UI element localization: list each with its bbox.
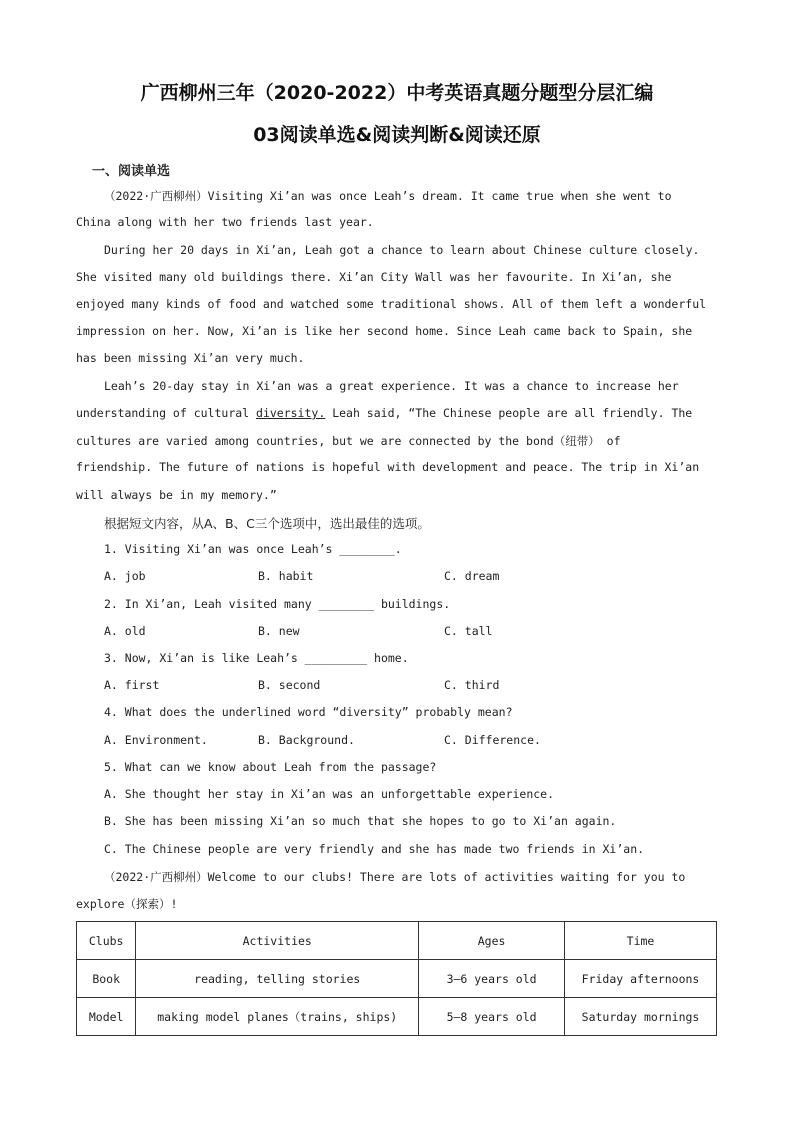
table-cell: 3—6 years old bbox=[419, 960, 565, 998]
passage1-line: （2022·广西柳州）Visiting Xi’an was once Leah’s dream. It came true when she went to bbox=[104, 189, 672, 203]
question-4: 4. What does the underlined word “diversity” probably mean? bbox=[104, 705, 513, 719]
option-c[interactable]: C. The Chinese people are very friendly and she has made two friends in Xi’an. bbox=[104, 842, 645, 856]
table-cell: 5—8 years old bbox=[419, 998, 565, 1036]
line-text: Leah said, “The Chinese people are all friendly. The bbox=[325, 406, 693, 420]
table-header: Ages bbox=[419, 922, 565, 960]
option-b[interactable]: B. new bbox=[258, 624, 300, 638]
passage1-line: impression on her. Now, Xi’an is like her second home. Since Leah came back to Spain, she bbox=[76, 324, 693, 338]
question-2: 2. In Xi’an, Leah visited many ________ buildings. bbox=[104, 597, 451, 611]
option-a[interactable]: A. old bbox=[104, 624, 146, 638]
passage1-line: friendship. The future of nations is hopeful with development and peace. The trip in Xi’an bbox=[76, 460, 700, 474]
passage1-line bbox=[76, 406, 692, 420]
table-header: Time bbox=[565, 922, 717, 960]
section-heading: 一、阅读单选 bbox=[92, 164, 171, 179]
table-row bbox=[77, 998, 717, 1036]
question-1: 1. Visiting Xi’an was once Leah’s ________. bbox=[104, 542, 402, 556]
question-5: 5. What can we know about Leah from the passage? bbox=[104, 760, 437, 774]
table-header-row bbox=[77, 922, 717, 960]
passage2-line: （2022·广西柳州）Welcome to our clubs! There are lots of activities waiting for you to bbox=[104, 870, 686, 884]
table-header: Clubs bbox=[77, 922, 136, 960]
document-subtitle: 03阅读单选&阅读判断&阅读还原 bbox=[253, 124, 541, 146]
option-a[interactable]: A. job bbox=[104, 569, 146, 583]
option-a[interactable]: A. first bbox=[104, 678, 160, 692]
option-b[interactable]: B. She has been missing Xi’an so much that she hopes to go to Xi’an again. bbox=[104, 814, 617, 828]
passage1-line: During her 20 days in Xi’an, Leah got a chance to learn about Chinese culture closely. bbox=[104, 243, 700, 257]
option-b[interactable]: B. Background. bbox=[258, 733, 355, 747]
table-cell: reading, telling stories bbox=[136, 960, 419, 998]
table-cell: Saturday mornings bbox=[565, 998, 717, 1036]
underlined-word: diversity. bbox=[256, 406, 326, 420]
option-c[interactable]: C. tall bbox=[444, 624, 493, 638]
table-cell: Book bbox=[77, 960, 136, 998]
passage1-line: She visited many old buildings there. Xi’an City Wall was her favourite. In Xi’an, she bbox=[76, 270, 672, 284]
table-cell: Model bbox=[77, 998, 136, 1036]
passage1-line: will always be in my memory.” bbox=[76, 488, 277, 502]
passage2-line: explore（探索）! bbox=[76, 897, 178, 911]
table-row bbox=[77, 960, 717, 998]
document-title: 广西柳州三年（2020-2022）中考英语真题分题型分层汇编 bbox=[140, 82, 654, 104]
passage1-line: has been missing Xi’an very much. bbox=[76, 351, 305, 365]
passage1-line: cultures are varied among countries, but we are connected by the bond（纽带） of bbox=[76, 434, 621, 448]
passage1-line: enjoyed many kinds of food and watched some traditional shows. All of them left a wonderful bbox=[76, 297, 707, 311]
option-a[interactable]: A. Environment. bbox=[104, 733, 208, 747]
option-c[interactable]: C. Difference. bbox=[444, 733, 541, 747]
table-cell: making model planes（trains, ships) bbox=[136, 998, 419, 1036]
passage1-line: China along with her two friends last year. bbox=[76, 215, 374, 229]
instruction: 根据短文内容，从A、B、C三个选项中，选出最佳的选项。 bbox=[104, 516, 430, 531]
question-3: 3. Now, Xi’an is like Leah’s _________ home. bbox=[104, 651, 409, 665]
option-a[interactable]: A. She thought her stay in Xi’an was an unforgettable experience. bbox=[104, 787, 555, 801]
option-b[interactable]: B. habit bbox=[258, 569, 314, 583]
table-header: Activities bbox=[136, 922, 419, 960]
clubs-table bbox=[76, 921, 717, 1036]
passage1-line: Leah’s 20-day stay in Xi’an was a great experience. It was a chance to increase her bbox=[104, 379, 679, 393]
line-text: understanding of cultural bbox=[76, 406, 257, 420]
option-c[interactable]: C. dream bbox=[444, 569, 500, 583]
option-c[interactable]: C. third bbox=[444, 678, 500, 692]
option-b[interactable]: B. second bbox=[258, 678, 321, 692]
table-cell: Friday afternoons bbox=[565, 960, 717, 998]
